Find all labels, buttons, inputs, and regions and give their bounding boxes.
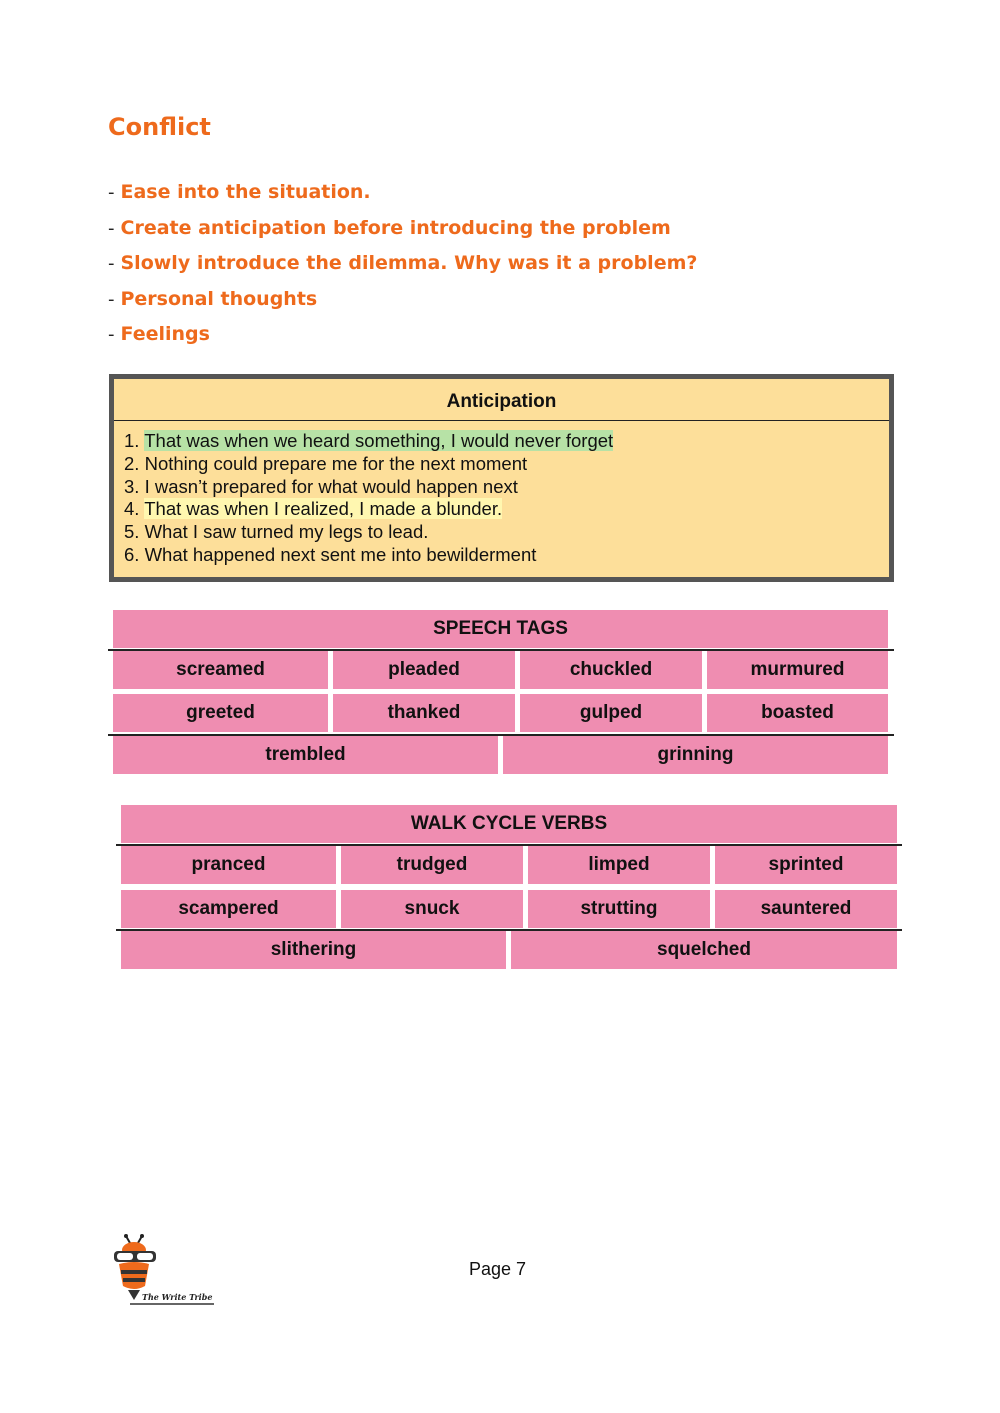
anticipation-item: 1. That was when we heard something, I would never forget bbox=[124, 430, 614, 451]
anticipation-item: 6. What happened next sent me into bewilderment bbox=[124, 543, 537, 565]
conflict-bullet-list bbox=[108, 178, 697, 356]
speech-tag-cell: gulped bbox=[520, 694, 702, 732]
anticipation-box bbox=[109, 374, 894, 582]
anticipation-title: Anticipation bbox=[114, 379, 889, 421]
page-number: Page 7 bbox=[469, 1259, 527, 1279]
bullet-item: - Create anticipation before introducing the problem bbox=[108, 216, 671, 239]
bullet-item: - Personal thoughts bbox=[108, 287, 318, 310]
walk-verb-cell: strutting bbox=[528, 890, 710, 928]
speech-tag-cell: greeted bbox=[113, 694, 328, 732]
bullet-item: - Ease into the situation. bbox=[108, 181, 371, 203]
walk-verbs-title: WALK CYCLE VERBS bbox=[121, 805, 897, 843]
speech-tag-cell: trembled bbox=[113, 736, 498, 774]
bullet-item: - Slowly introduce the dilemma. Why was it a problem? bbox=[108, 252, 698, 274]
walk-verb-cell: sauntered bbox=[715, 890, 897, 928]
logo-text: The Write Tribe bbox=[142, 1292, 213, 1302]
walk-verb-cell: pranced bbox=[121, 846, 336, 884]
speech-tag-cell: pleaded bbox=[333, 651, 515, 689]
write-tribe-logo bbox=[110, 1234, 220, 1309]
walk-verb-cell: limped bbox=[528, 846, 710, 884]
walk-verb-cell: squelched bbox=[511, 931, 897, 969]
speech-tag-cell: grinning bbox=[503, 736, 888, 774]
speech-tags-title: SPEECH TAGS bbox=[113, 610, 888, 648]
speech-tag-cell: screamed bbox=[113, 651, 328, 689]
anticipation-item: 5. What I saw turned my legs to lead. bbox=[124, 521, 429, 543]
anticipation-item: 2. Nothing could prepare me for the next moment bbox=[124, 452, 528, 474]
walk-verb-cell: snuck bbox=[341, 890, 523, 928]
speech-tag-cell: boasted bbox=[707, 694, 888, 732]
anticipation-item: 3. I wasn’t prepared for what would happen next bbox=[124, 475, 518, 497]
speech-tag-cell: murmured bbox=[707, 651, 888, 689]
section-title: Conflict bbox=[108, 113, 211, 141]
bullet-item: - Feelings bbox=[108, 323, 210, 345]
speech-tag-cell: chuckled bbox=[520, 651, 702, 689]
anticipation-list bbox=[114, 421, 889, 567]
walk-verb-cell: slithering bbox=[121, 931, 506, 969]
walk-verb-cell: scampered bbox=[121, 890, 336, 928]
speech-tag-cell: thanked bbox=[333, 694, 515, 732]
walk-verb-cell: trudged bbox=[341, 846, 523, 884]
walk-verb-cell: sprinted bbox=[715, 846, 897, 884]
anticipation-item: 4. That was when I realized, I made a blunder. bbox=[124, 498, 503, 520]
